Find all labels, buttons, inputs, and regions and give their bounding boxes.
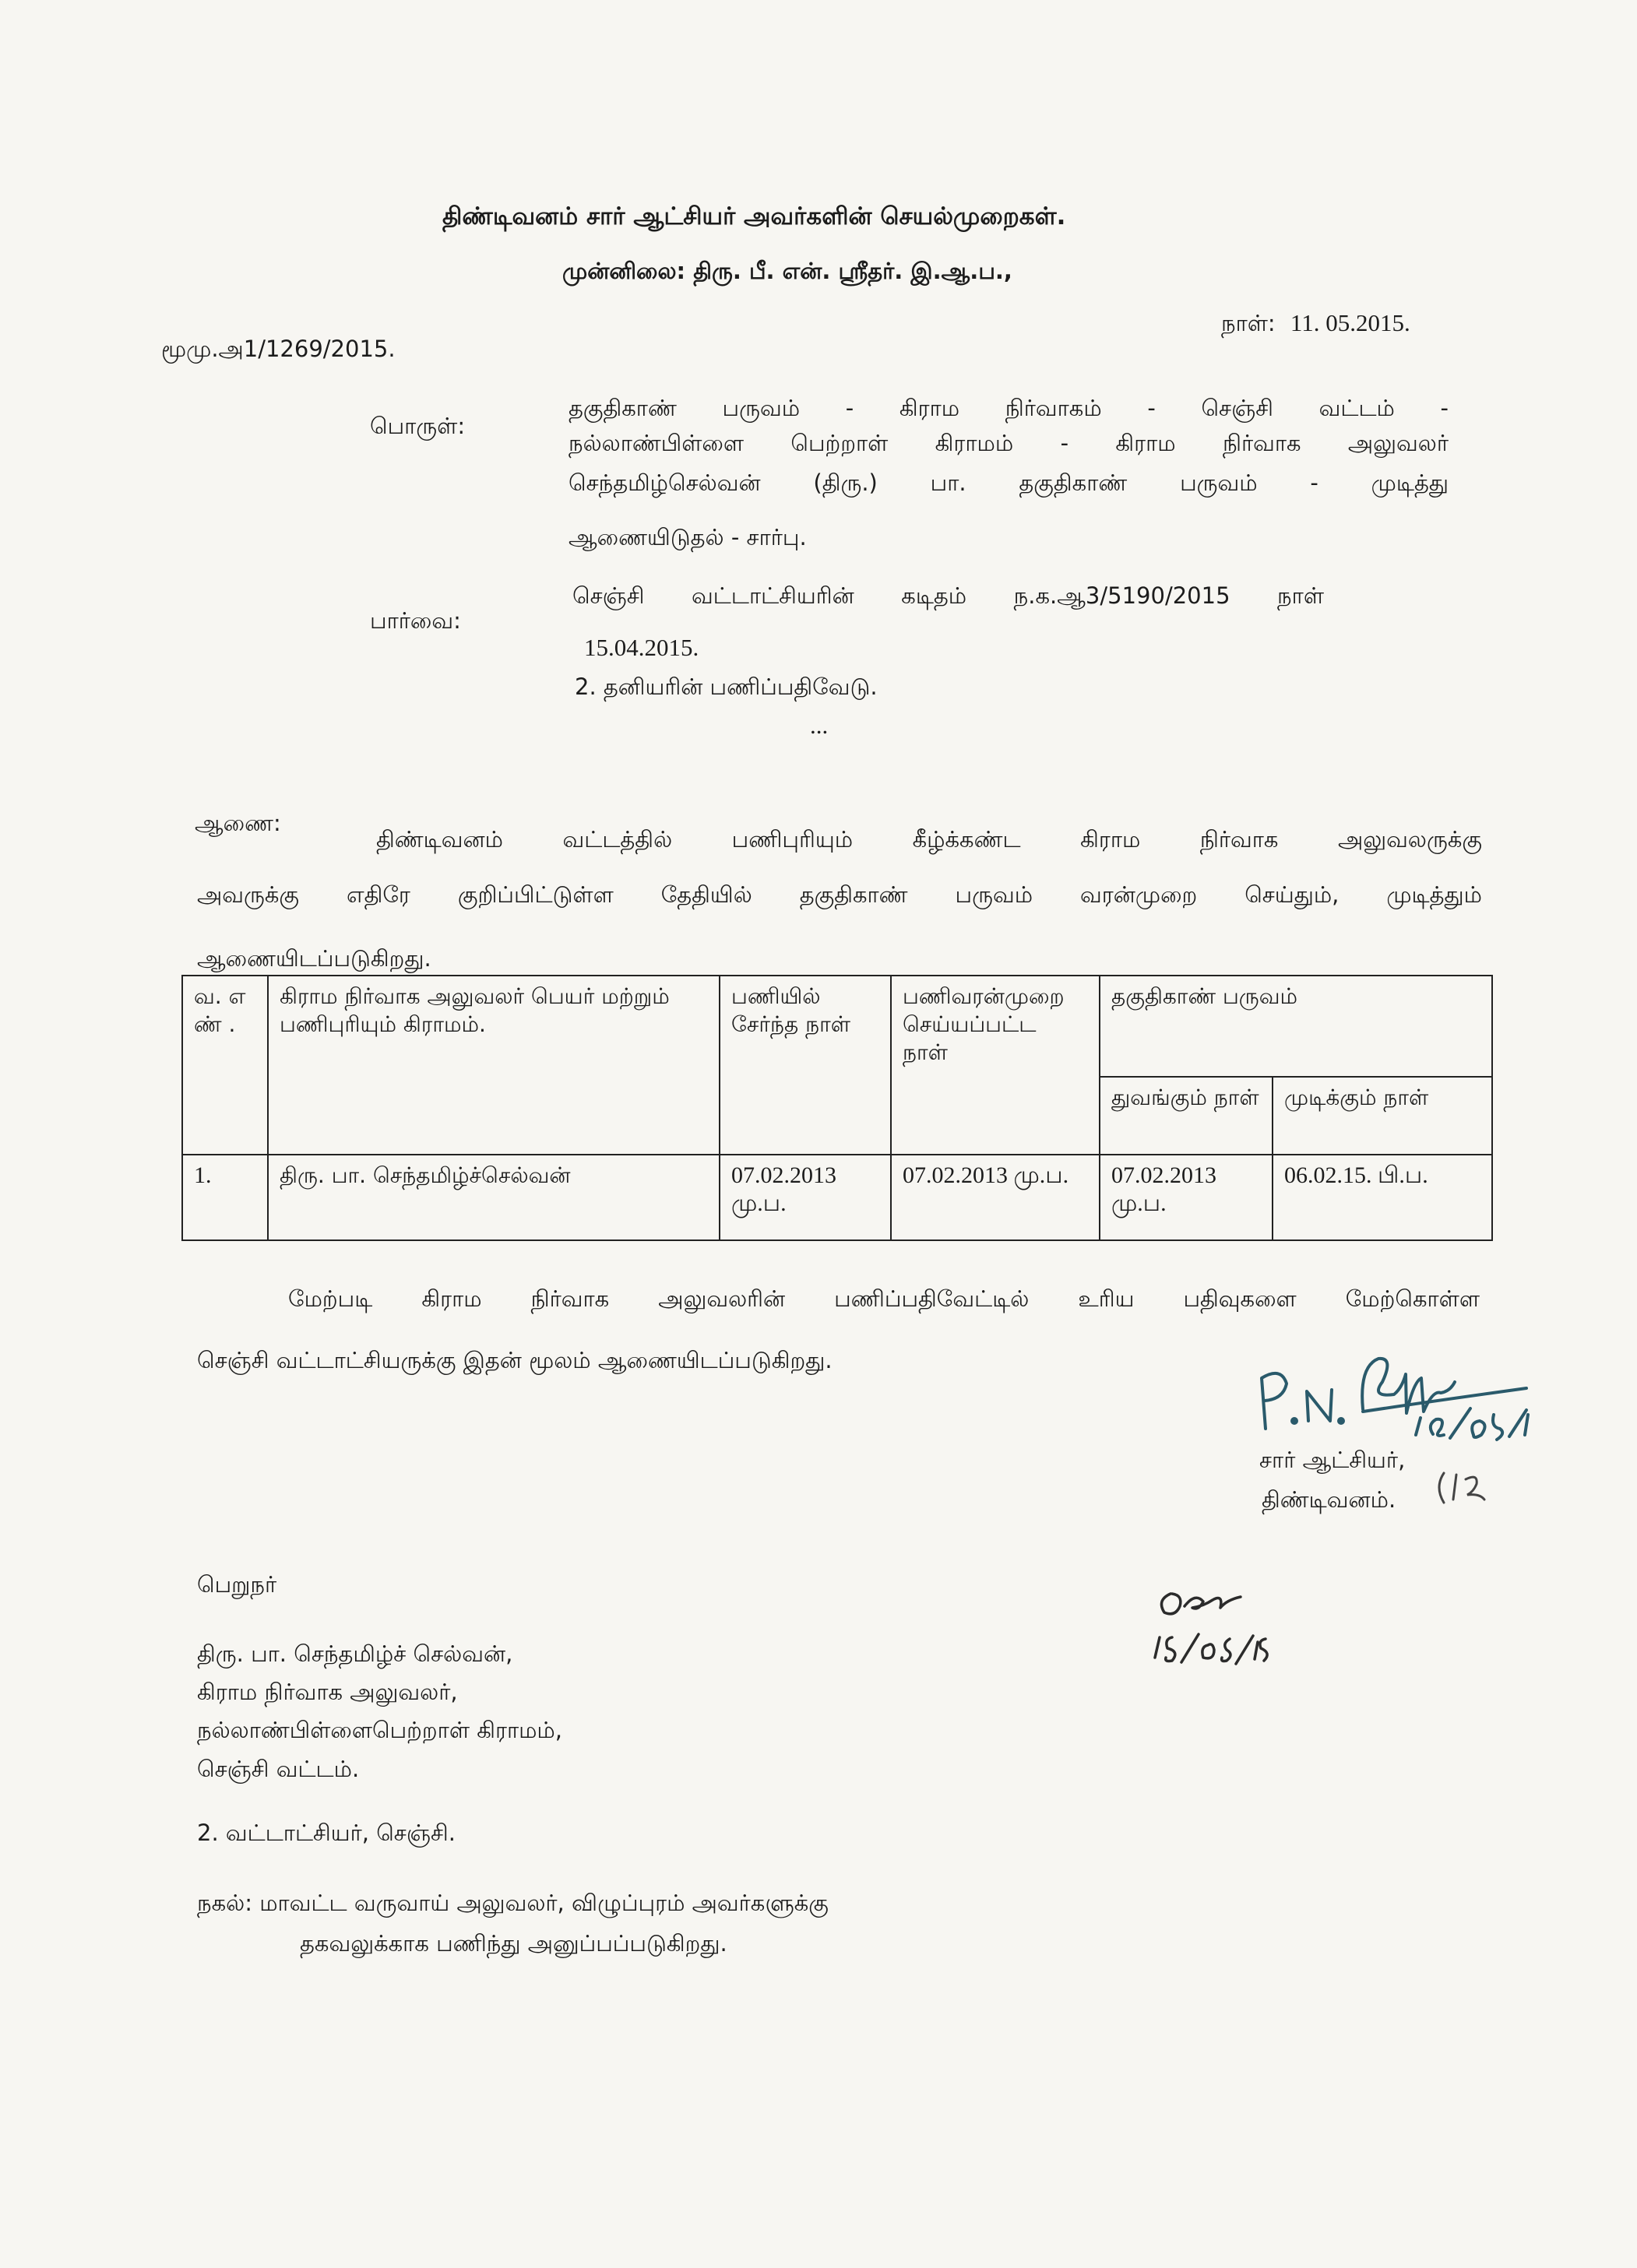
- cell-officer: திரு. பா. செந்தமிழ்ச்செல்வன்: [268, 1155, 720, 1240]
- recipient-line-1: திரு. பா. செந்தமிழ்ச் செல்வன்,: [197, 1640, 513, 1667]
- copy-line-1: நகல்: மாவட்ட வருவாய் அலுவலர், விழுப்புரம் அவர்களுக்கு: [197, 1890, 829, 1916]
- subject-line-2: நல்லாண்பிள்ளை பெற்றாள் கிராமம் - கிராம நிர்வாக அலுவலர்: [569, 430, 1449, 456]
- cell-regularized: 07.02.2013 மு.ப.: [891, 1155, 1100, 1240]
- references-label: பார்வை:: [370, 607, 461, 634]
- date-label: நாள்:: [1221, 310, 1276, 336]
- signatory-designation: சார் ஆட்சியர்,: [1259, 1447, 1406, 1473]
- order-line-1: திண்டிவனம் வட்டத்தில் பணிபுரியும் கீழ்க்கண்ட கிராம நிர்வாக அலுவலருக்கு: [376, 826, 1482, 853]
- recipients-label: பெறுநர்: [197, 1571, 277, 1598]
- date-line: [1221, 308, 1410, 339]
- signatory-office: திண்டிவனம்.: [1262, 1486, 1396, 1513]
- header-joined: பணியில் சேர்ந்த நாள்: [720, 976, 891, 1155]
- receipt-mark: [1149, 1577, 1273, 1678]
- header-officer: கிராம நிர்வாக அலுவலர் பெயர் மற்றும் பணிபுரியும் கிராமம்.: [268, 976, 720, 1155]
- subject-line-3: செந்தமிழ்செல்வன் (திரு.) பா. தகுதிகாண் பருவம் - முடித்து: [569, 469, 1449, 496]
- reference-line-1: செஞ்சி வட்டாட்சியரின் கடிதம் ந.க.ஆ3/5190/2015 நாள்: [572, 582, 1324, 609]
- header-serial: வ. எண் .: [182, 976, 268, 1155]
- copy-line-2: தகவலுக்காக பணிந்து அனுப்பப்படுகிறது.: [300, 1930, 727, 1957]
- order-line-2: அவருக்கு எதிரே குறிப்பிட்டுள்ள தேதியில் தகுதிகாண் பருவம் வரன்முறை செய்தும், முடித்தும்: [197, 881, 1482, 908]
- cell-joined: 07.02.2013 மு.ப.: [720, 1155, 891, 1240]
- reference-line-2: 2. தனியரின் பணிப்பதிவேடு.: [575, 673, 878, 700]
- header-probation: தகுதிகாண் பருவம்: [1100, 976, 1492, 1077]
- order-label: ஆணை:: [195, 810, 281, 836]
- subject-line-1: தகுதிகாண் பருவம் - கிராம நிர்வாகம் - செஞ்சி வட்டம் -: [569, 395, 1449, 421]
- header-regularized: பணிவரன்முறை செய்யப்பட்ட நாள்: [891, 976, 1100, 1155]
- cell-start: 07.02.2013 மு.ப.: [1100, 1155, 1273, 1240]
- cell-serial: 1.: [182, 1155, 268, 1240]
- recipient-line-3: நல்லாண்பிள்ளைபெற்றாள் கிராமம்,: [197, 1717, 562, 1743]
- cell-end: 06.02.15. பி.ப.: [1273, 1155, 1492, 1240]
- recipient-line-4: செஞ்சி வட்டம்.: [197, 1756, 360, 1782]
- reference-number: மூமு.அ1/1269/2015.: [161, 336, 396, 362]
- initials-mark: [1433, 1464, 1503, 1510]
- probation-table: [181, 975, 1493, 1241]
- directive-line-2: செஞ்சி வட்டாட்சியருக்கு இதன் மூலம் ஆணையிடப்படுகிறது.: [197, 1347, 833, 1373]
- signature-image: [1246, 1343, 1542, 1460]
- subject-line-4: ஆணையிடுதல் - சார்பு.: [569, 524, 807, 550]
- directive-line-1: மேற்படி கிராம நிர்வாக அலுவலரின் பணிப்பதிவேட்டில் உரிய பதிவுகளை மேற்கொள்ள: [288, 1285, 1480, 1312]
- document-title: திண்டிவனம் சார் ஆட்சியர் அவர்களின் செயல்முறைகள்.: [442, 202, 1066, 230]
- reference-line-1b: 15.04.2015.: [584, 634, 699, 661]
- header-end: முடிக்கும் நாள்: [1273, 1077, 1492, 1155]
- order-line-3: ஆணையிடப்படுகிறது.: [197, 945, 431, 972]
- table-row: [182, 1155, 1492, 1240]
- recipient-second: 2. வட்டாட்சியர், செஞ்சி.: [197, 1820, 456, 1846]
- header-start: துவங்கும் நாள்: [1100, 1077, 1273, 1155]
- reference-ellipsis: ...: [810, 712, 829, 739]
- recipient-line-2: கிராம நிர்வாக அலுவலர்,: [197, 1679, 458, 1705]
- subject-label: பொருள்:: [370, 413, 466, 439]
- presence-line: முன்னிலை: திரு. பீ. என். ஸ்ரீதர். இ.ஆ.ப.,: [562, 258, 1012, 284]
- date-value: 11. 05.2015.: [1290, 309, 1410, 336]
